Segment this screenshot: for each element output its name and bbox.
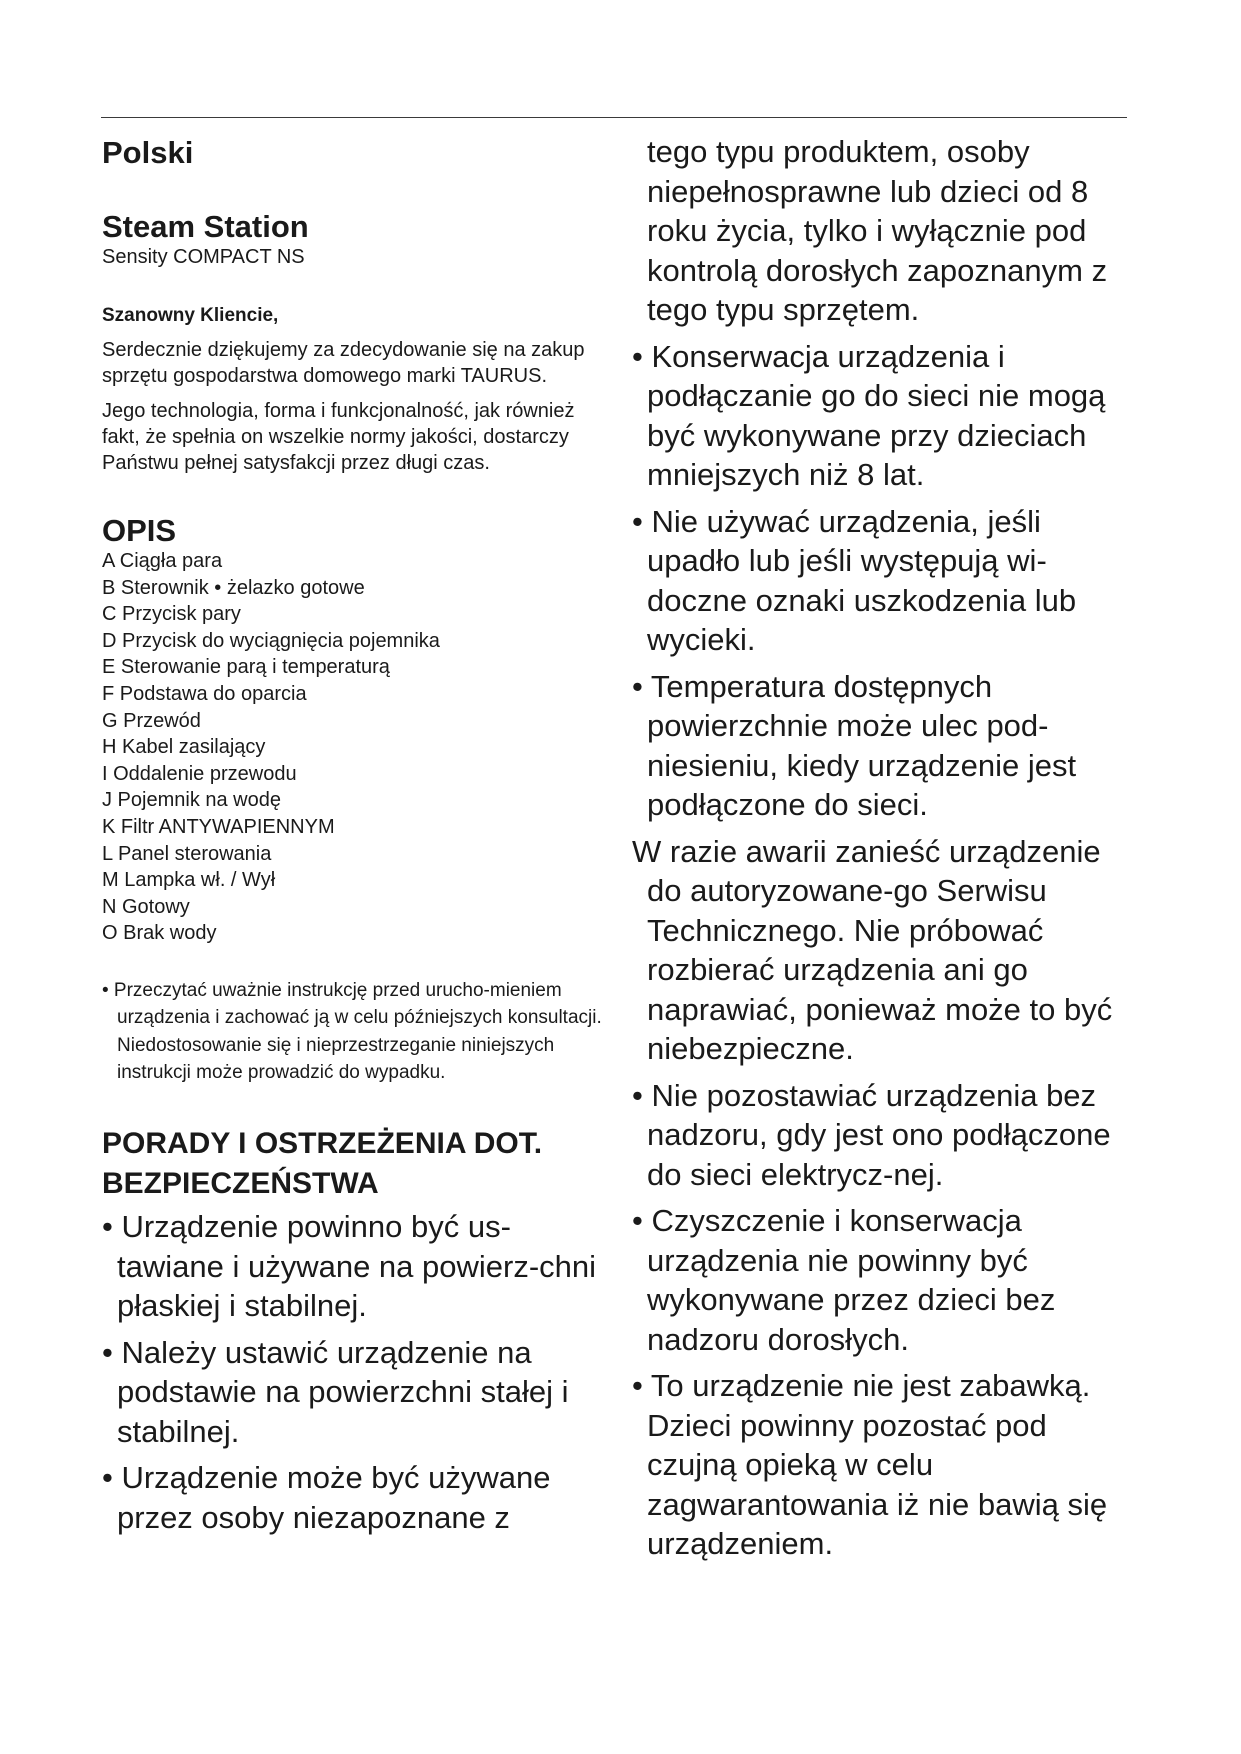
list-item: J Pojemnik na wodę	[102, 789, 281, 812]
greeting: Szanowny Kliencie,	[102, 305, 279, 326]
list-item: B Sterownik • żelazko gotowe	[102, 576, 365, 599]
intro-paragraph-2: Jego technologia, forma i funkcjonalność, jak również fakt, że spełnia on wszelkie normy jakości, dostarczy Państwu pełnej satysfakcji przez długi czas.	[102, 400, 575, 474]
safety-item: • To urządzenie nie jest zabawką. Dzieci powinny pozostać pod czujną opieką w celu zagwarantowania iż nie bawią się urządzeniem.	[632, 1368, 1108, 1561]
list-item: K Filtr ANTYWAPIENNYM	[102, 815, 335, 838]
header-rule	[101, 117, 1127, 118]
language-heading: Polski	[102, 135, 194, 170]
safety-item: • Należy ustawić urządzenie na podstawie na powierzchni stałej i stabilnej.	[102, 1334, 569, 1449]
list-item: A Ciągła para	[102, 550, 223, 572]
safety-item: • Temperatura dostępnych powierzchnie może ulec pod-niesieniu, kiedy urządzenie jest podłączone do sieci.	[632, 668, 1077, 822]
safety-item: • Nie pozostawiać urządzenia bez nadzoru, gdy jest ono podłączone do sieci elektrycz-nej.	[632, 1077, 1111, 1192]
safety-notice: W razie awarii zanieść urządzenie do autoryzowane-go Serwisu Technicznego. Nie próbować rozbierać urządzenia ani go naprawiać, ponieważ może to być niebezpieczne.	[632, 833, 1113, 1066]
product-model: Sensity COMPACT NS	[102, 246, 305, 268]
parts-list	[102, 548, 607, 947]
right-column	[632, 132, 1137, 1564]
list-item: F Podstawa do oparcia	[102, 682, 307, 705]
safety-item: • Nie używać urządzenia, jeśli upadło lub jeśli występują wi-doczne oznaki uszkodzenia lub wycieki.	[632, 503, 1077, 657]
list-item: O Brak wody	[102, 922, 217, 945]
safety-title-line-2: BEZPIECZEŃSTWA	[102, 1167, 379, 1201]
list-item: N Gotowy	[102, 895, 190, 918]
list-item: D Przycisk do wyciągnięcia pojemnika	[102, 629, 440, 652]
list-item: E Sterowanie parą i temperaturą	[102, 656, 390, 679]
list-item: L Panel sterowania	[102, 842, 272, 865]
left-column	[102, 132, 607, 1537]
safety-item: • Urządzenie może być używane przez osoby niezapoznane z	[102, 1460, 551, 1535]
description-title: OPIS	[102, 513, 177, 548]
safety-title-line-1: PORADY I OSTRZEŻENIA DOT.	[102, 1127, 543, 1161]
safety-item: • Czyszczenie i konserwacja urządzenia nie powinny być wykonywane przez dzieci bez nadzoru dorosłych.	[632, 1203, 1056, 1357]
safety-item-continuation: tego typu produktem, osoby niepełnosprawne lub dzieci od 8 roku życia, tylko i wyłącznie pod kontrolą dorosłych zapoznanym z tego typu sprzętem.	[647, 134, 1108, 327]
instruction-note: • Przeczytać uważnie instrukcję przed urucho-mieniem urządzenia i zachować ją w celu późniejszych konsultacji. Niedostosowanie się i nieprzestrzeganie niniejszych instrukcji może prowadzić do wypadku.	[102, 979, 602, 1083]
list-item: M Lampka wł. / Wył	[102, 869, 276, 892]
list-item: H Kabel zasilający	[102, 736, 266, 759]
list-item: G Przewód	[102, 709, 201, 732]
list-item: C Przycisk pary	[102, 603, 241, 626]
safety-title	[102, 1124, 607, 1204]
intro-paragraph-1: Serdecznie dziękujemy za zdecydowanie się na zakup sprzętu gospodarstwa domowego marki TAURUS.	[102, 339, 585, 387]
list-item: I Oddalenie przewodu	[102, 762, 297, 785]
product-title: Steam Station	[102, 209, 309, 244]
safety-item: • Konserwacja urządzenia i podłączanie go do sieci nie mogą być wykonywane przy dzieciach mniejszych niż 8 lat.	[632, 338, 1106, 492]
safety-item: • Urządzenie powinno być us-tawiane i używane na powierz-chni płaskiej i stabilnej.	[102, 1209, 597, 1324]
